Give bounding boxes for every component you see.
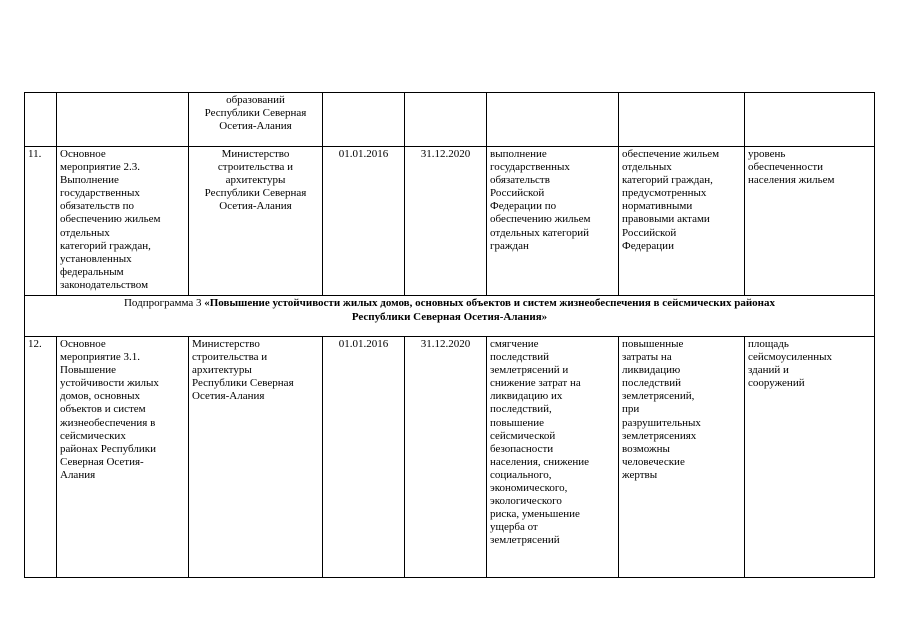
result-line: последствий: [490, 351, 550, 364]
consequence-cell: [619, 93, 745, 147]
result-line: населения, снижение: [490, 455, 590, 468]
consequence-line: предусмотренных: [622, 187, 707, 200]
result-line: сейсмической: [490, 429, 556, 442]
indicator-line: уровень: [748, 148, 786, 160]
executor-line: Министерство: [221, 148, 290, 160]
event-line: государственных: [60, 187, 140, 200]
result-line: выполнение: [490, 148, 547, 160]
program-events-table: [24, 92, 875, 578]
result-cell: [487, 93, 619, 147]
event-line: обеспечению жильем: [60, 213, 161, 226]
event-line: федеральным: [60, 265, 124, 278]
executor-cell: [189, 147, 323, 296]
result-line: снижение затрат на: [490, 377, 581, 390]
consequence-line: ликвидацию: [622, 364, 681, 377]
end-date-cell: [405, 93, 487, 147]
consequence-line: землетрясениях: [622, 429, 697, 442]
result-line: землетрясений: [490, 534, 560, 547]
executor-line: строительства и: [192, 351, 268, 364]
event-line: объектов и систем: [60, 403, 146, 416]
consequence-line: категорий граждан,: [622, 174, 713, 187]
executor-line: архитектуры: [192, 364, 252, 377]
row-number: 11.: [25, 147, 57, 296]
executor-line: Министерство: [192, 338, 260, 350]
result-line: последствий,: [490, 403, 552, 416]
start-date: 01.01.2016: [323, 147, 405, 296]
consequence-line: правовыми актами: [622, 213, 710, 226]
event-line: районах Республики: [60, 442, 156, 455]
result-line: обязательств: [490, 174, 550, 187]
result-line: социального,: [490, 468, 552, 481]
end-date: 31.12.2020: [405, 147, 487, 296]
indicator-cell: [745, 93, 875, 147]
result-line: смягчение: [490, 338, 539, 350]
subprogram-title-line-1: «Повышение устойчивости жилых домов, основных объектов и систем жизнеобеспечения в сейсмических районах: [204, 297, 776, 309]
table-row-11: [25, 147, 875, 296]
event-line: обязательств по: [60, 200, 135, 213]
event-line: устойчивости жилых: [60, 377, 159, 390]
end-date: 31.12.2020: [405, 337, 487, 578]
executor-line: Республики Северная: [204, 187, 307, 200]
indicator-line: площадь: [748, 338, 789, 350]
result-line: государственных: [490, 161, 570, 174]
consequence-line: повышенные: [622, 338, 684, 350]
result-line: ущерба от: [490, 521, 538, 534]
consequence-line: отдельных: [622, 161, 672, 174]
executor-line: Осетия-Алания: [219, 120, 292, 133]
event-line: Основное: [60, 338, 106, 350]
consequence-cell: [619, 147, 745, 296]
executor-line: Республики Северная: [204, 107, 307, 120]
event-line: Выполнение: [60, 174, 119, 187]
event-line: мероприятие 3.1.: [60, 351, 141, 364]
event-cell: [57, 337, 189, 578]
consequence-line: последствий: [622, 377, 682, 390]
executor-line: Осетия-Алания: [192, 390, 265, 403]
indicator-line: зданий и: [748, 364, 789, 377]
consequence-line: Федерации: [622, 239, 674, 252]
executor-cell: [189, 337, 323, 578]
result-line: экономического,: [490, 482, 568, 495]
table-row-continuation: [25, 93, 875, 147]
subprogram-title-line-2: Республики Северная Осетия-Алания»: [351, 310, 548, 323]
consequence-line: нормативными: [622, 200, 693, 213]
result-line: Российской: [490, 187, 545, 200]
result-line: риска, уменьшение: [490, 508, 580, 521]
indicator-line: населения жильем: [748, 174, 835, 187]
event-line: мероприятие 2.3.: [60, 161, 141, 174]
event-line: Алания: [60, 468, 96, 481]
result-line: отдельных категорий: [490, 226, 590, 239]
consequence-line: затраты на: [622, 351, 672, 364]
table-row-12: [25, 337, 875, 578]
result-line: безопасности: [490, 442, 554, 455]
indicator-line: сейсмоусиленных: [748, 351, 833, 364]
event-line: жизнеобеспечения в: [60, 416, 156, 429]
executor-line: образований: [226, 94, 285, 106]
result-line: ликвидацию их: [490, 390, 563, 403]
event-cell: [57, 93, 189, 147]
start-date: 01.01.2016: [323, 337, 405, 578]
consequence-line: землетрясений,: [622, 390, 695, 403]
consequence-line: разрушительных: [622, 416, 701, 429]
executor-line: строительства и: [217, 161, 294, 174]
subprogram-heading: [25, 296, 875, 337]
start-date-cell: [323, 93, 405, 147]
event-line: Основное: [60, 148, 106, 160]
indicator-line: обеспеченности: [748, 161, 824, 174]
event-line: установленных: [60, 252, 132, 265]
executor-cell: [189, 93, 323, 147]
indicator-cell: [745, 147, 875, 296]
number-cell: [25, 93, 57, 147]
event-line: отдельных: [60, 226, 110, 239]
result-line: Федерации по: [490, 200, 557, 213]
event-line: сейсмических: [60, 429, 126, 442]
executor-line: архитектуры: [225, 174, 286, 187]
consequence-line: человеческие: [622, 455, 685, 468]
event-cell: [57, 147, 189, 296]
event-line: Северная Осетия-: [60, 455, 144, 468]
result-line: обеспечению жильем: [490, 213, 591, 226]
consequence-line: возможны: [622, 442, 670, 455]
indicator-cell: [745, 337, 875, 578]
consequence-line: жертвы: [622, 468, 658, 481]
consequence-cell: [619, 337, 745, 578]
subprogram-prefix: Подпрограмма 3: [123, 297, 205, 309]
subprogram-row: [25, 296, 875, 337]
result-line: экологического: [490, 495, 562, 508]
result-cell: [487, 147, 619, 296]
event-line: категорий граждан,: [60, 239, 151, 252]
consequence-line: при: [622, 403, 640, 416]
result-cell: [487, 337, 619, 578]
executor-line: Осетия-Алания: [219, 200, 292, 213]
event-line: Повышение: [60, 364, 117, 377]
indicator-line: сооружений: [748, 377, 805, 390]
row-number: 12.: [25, 337, 57, 578]
executor-line: Республики Северная: [192, 377, 294, 390]
result-line: землетрясений и: [490, 364, 569, 377]
result-line: граждан: [490, 239, 529, 252]
consequence-line: Российской: [622, 226, 677, 239]
event-line: законодательством: [60, 278, 149, 291]
event-line: домов, основных: [60, 390, 141, 403]
consequence-line: обеспечение жильем: [622, 148, 720, 160]
result-line: повышение: [490, 416, 544, 429]
